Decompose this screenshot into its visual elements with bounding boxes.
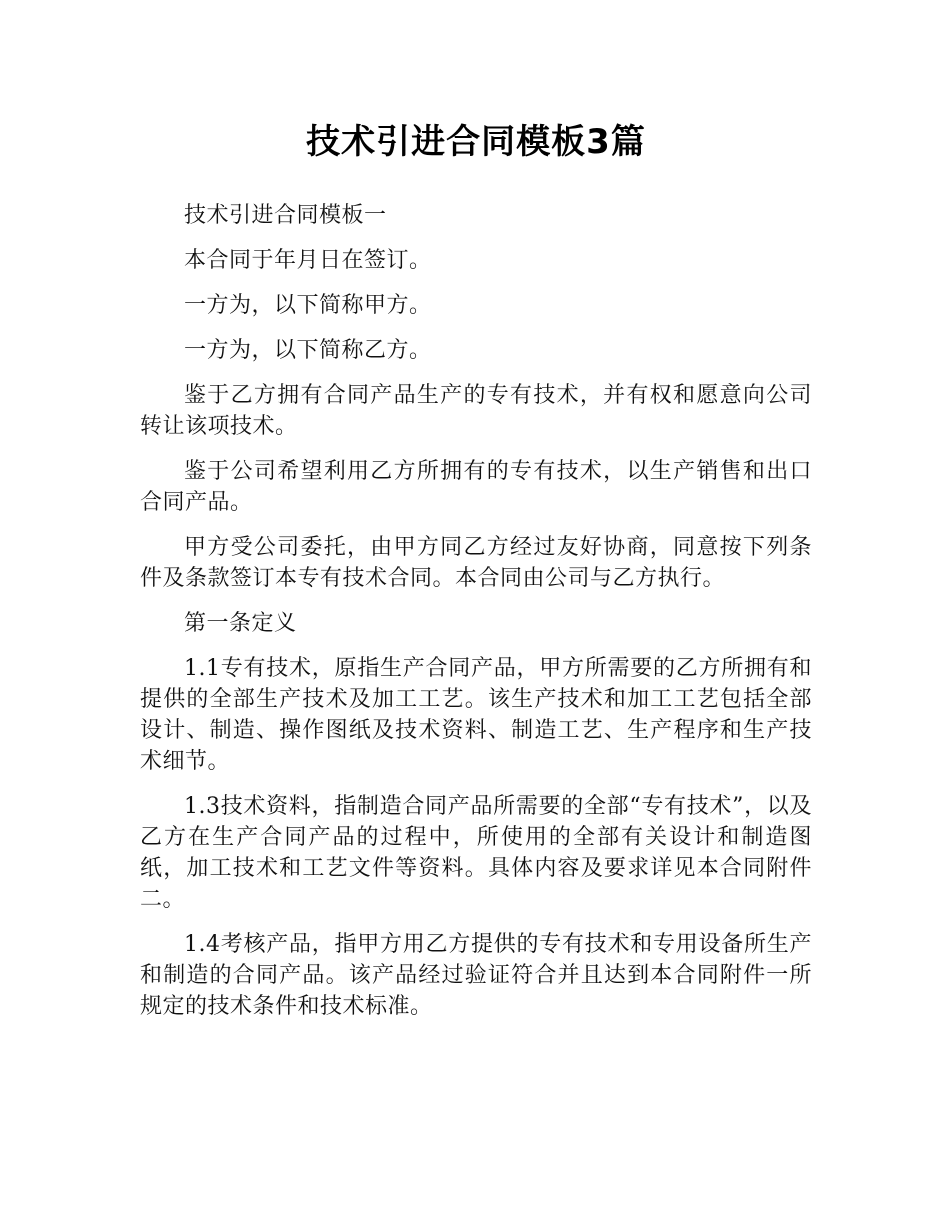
paragraph-recital-3: 甲方受公司委托，由甲方同乙方经过友好协商，同意按下列条件及条款签订本专有技术合同。本合同由公司与乙方执行。 (140, 535, 812, 591)
paragraph-party-b: 一方为，以下简称乙方。 (184, 338, 432, 363)
paragraph-template-heading: 技术引进合同模板一 (184, 203, 387, 228)
document-title: 技术引进合同模板3篇 (306, 122, 646, 162)
paragraph-article-1-heading: 第一条定义 (184, 611, 297, 636)
paragraph-party-a: 一方为，以下简称甲方。 (184, 293, 432, 318)
paragraph-clause-1-1: 1.1专有技术，原指生产合同产品，甲方所需要的乙方所拥有和提供的全部生产技术及加工工艺。该生产技术和加工工艺包括全部设计、制造、操作图纸及技术资料、制造工艺、生产程序和生产技术细节。 (140, 656, 812, 774)
paragraph-clause-1-4: 1.4考核产品，指甲方用乙方提供的专有技术和专用设备所生产和制造的合同产品。该产品经过验证符合并且达到本合同附件一所规定的技术条件和技术标准。 (140, 932, 812, 1019)
paragraph-clause-1-3: 1.3技术资料，指制造合同产品所需要的全部“专有技术”，以及乙方在生产合同产品的过程中，所使用的全部有关设计和制造图纸，加工技术和工艺文件等资料。具体内容及要求详见本合同附件二。 (140, 794, 812, 912)
paragraph-signing-date: 本合同于年月日在签订。 (184, 248, 432, 273)
paragraph-recital-2: 鉴于公司希望利用乙方所拥有的专有技术，以生产销售和出口合同产品。 (140, 459, 812, 515)
paragraph-recital-1: 鉴于乙方拥有合同产品生产的专有技术，并有权和愿意向公司转让该项技术。 (140, 383, 812, 439)
